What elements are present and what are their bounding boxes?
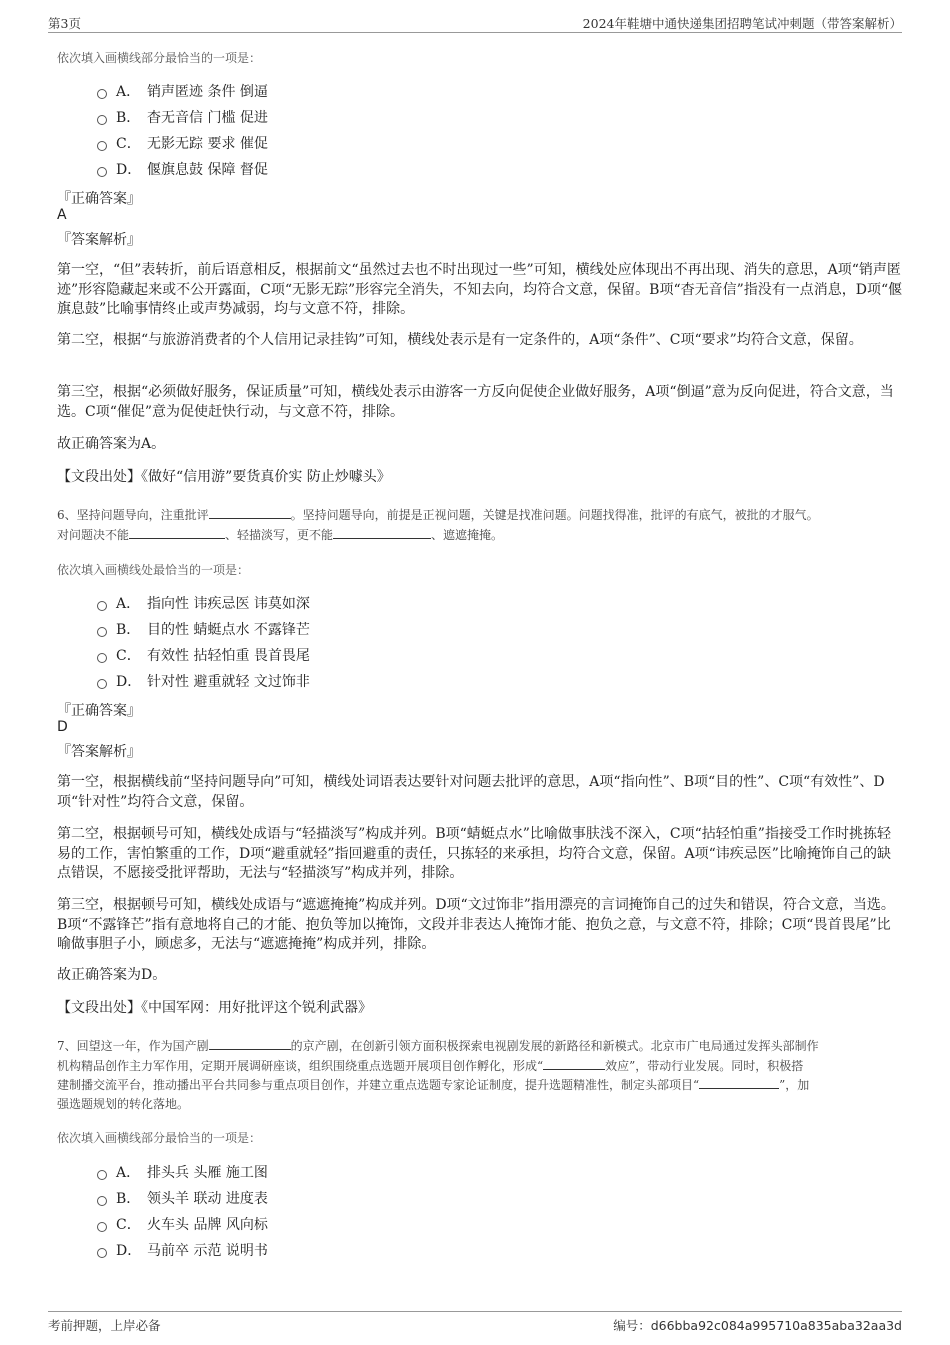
radio-icon[interactable]: [97, 1196, 107, 1206]
radio-icon[interactable]: [97, 679, 107, 689]
q5-analysis-paragraph: 第三空，根据“必须做好服务，保证质量”可知，横线处表示由游客一方反向促使企业做好服务，A项“倒逼”意为反向促进，符合文意，当选。C项“催促”意为促使赶快行动，与文意不符，排除。: [57, 384, 894, 420]
q7-stem-line: 7、回望这一年，作为国产剧 的京产剧，在创新引领方面积极探索电视剧发展的新路径和新模式。北京市广电局通过发挥头部制作: [57, 1036, 904, 1056]
page-header: [48, 12, 902, 33]
q7-stem-line: 机构精品创作主力军作用，定期开展调研座谈，组织围绕重点选题开展项目创作孵化，形成“ 效应”，带动行业发展。同时，积极搭: [57, 1056, 904, 1076]
q6-answer: D: [57, 719, 68, 735]
blank-line: [129, 525, 225, 539]
q6-source: 【文段出处】《中国军网：用好批评这个锐利武器》: [57, 1000, 372, 1016]
footer-code-value: d66bba92c084a995710a835aba32aa3d: [650, 1318, 902, 1333]
q7-option-c[interactable]: C． 火车头 品牌 风向标: [97, 1214, 268, 1234]
blank-line: [209, 1036, 291, 1050]
q7-option-b[interactable]: B． 领头羊 联动 进度表: [97, 1188, 268, 1208]
footer-code: [613, 1316, 902, 1334]
q7-option-a[interactable]: A． 排头兵 头雁 施工图: [97, 1162, 268, 1182]
q5-option-b[interactable]: B． 杳无音信 门槛 促进: [97, 107, 268, 127]
footer-slogan: 考前押题，上岸必备: [48, 1318, 161, 1333]
radio-icon[interactable]: [97, 1248, 107, 1258]
q6-option-b[interactable]: B． 目的性 蜻蜓点水 不露锋芒: [97, 619, 310, 639]
q6-option-a[interactable]: A． 指向性 讳疾忌医 讳莫如深: [97, 593, 310, 613]
footer-code-label: 编号：: [613, 1318, 651, 1333]
radio-icon[interactable]: [97, 115, 107, 125]
q5-option-d[interactable]: D． 偃旗息鼓 保障 督促: [97, 159, 268, 179]
q6-option-c[interactable]: C． 有效性 拈轻怕重 畏首畏尾: [97, 645, 310, 665]
q5-answer-label: 『正确答案』: [57, 191, 141, 207]
q6-analysis-label: 『答案解析』: [57, 744, 141, 760]
q6-stem-line: 6、坚持问题导向，注重批评 。坚持问题导向，前提是正视问题，关键是找准问题。问题找得准，批评的有底气，被批的才服气。: [57, 505, 904, 525]
radio-icon[interactable]: [97, 1222, 107, 1232]
radio-icon[interactable]: [97, 89, 107, 99]
q5-option-a[interactable]: A． 销声匿迹 条件 倒逼: [97, 81, 268, 101]
q7-stem-line: 强选题规划的转化落地。: [57, 1096, 190, 1111]
q5-prompt: 依次填入画横线部分最恰当的一项是：: [57, 51, 262, 65]
q7-option-d[interactable]: D． 马前卒 示范 说明书: [97, 1240, 268, 1260]
q6-analysis-paragraph: 第二空，根据顿号可知，横线处成语与“轻描淡写”构成并列。B项“蜻蜓点水”比喻做事肤浅不深入，C项“拈轻怕重”指接受工作时挑拣轻易的工作，害怕繁重的工作，D项“避重就轻”指回避重的责任，只拣轻的来承担，均符合文意，保留。A项“讳疾忌医”比喻掩饰自己的缺点错误，不愿接受批评帮助，无法与“轻描淡写”构成并列，排除。: [57, 826, 891, 881]
page-number: 第3页: [48, 16, 81, 31]
q6-stem-line: 对问题决不能 、轻描淡写，更不能 、遮遮掩掩。: [57, 525, 904, 545]
q6-stem: [57, 505, 904, 544]
q5-analysis-label: 『答案解析』: [57, 232, 141, 248]
q5-source: 【文段出处】《做好“信用游”要货真价实 防止炒噱头》: [57, 469, 391, 485]
radio-icon[interactable]: [97, 1170, 107, 1180]
q6-analysis-paragraph: 第一空，根据横线前“坚持问题导向”可知，横线处词语表达要针对问题去批评的意思，A项“指向性”、B项“目的性”、C项“有效性”、D项“针对性”均符合文意，保留。: [57, 774, 885, 810]
q5-conclusion: 故正确答案为A。: [57, 436, 166, 452]
blank-line: [543, 1056, 605, 1070]
radio-icon[interactable]: [97, 141, 107, 151]
q6-prompt: 依次填入画横线处最恰当的一项是：: [57, 563, 250, 577]
q5-analysis-paragraph: 第二空，根据“与旅游消费者的个人信用记录挂钩”可知，横线处表示是有一定条件的，A项“条件”、C项“要求”均符合文意，保留。: [57, 332, 863, 348]
q5-analysis-paragraph: 第一空，“但”表转折，前后语意相反，根据前文“虽然过去也不时出现过一些”可知，横线处应体现出不再出现、消失的意思，A项“销声匿迹”形容隐藏起来或不公开露面，C项“无影无踪”形容完全消失，不知去向，均符合文意，保留。B项“杳无音信”指没有一点消息，D项“偃旗息鼓”比喻事情终止或声势减弱，均与文意不符，排除。: [57, 262, 903, 317]
q6-option-d[interactable]: D． 针对性 避重就轻 文过饰非: [97, 671, 310, 691]
radio-icon[interactable]: [97, 601, 107, 611]
q6-answer-label: 『正确答案』: [57, 703, 141, 719]
q7-stem-line: 建制播交流平台，推动播出平台共同参与重点项目创作，并建立重点选题专家论证制度，提升选题精准性，制定头部项目“ ”，加: [57, 1075, 904, 1095]
radio-icon[interactable]: [97, 627, 107, 637]
q6-conclusion: 故正确答案为D。: [57, 967, 167, 983]
radio-icon[interactable]: [97, 653, 107, 663]
blank-line: [699, 1075, 779, 1089]
document-title: 2024年鞋塘中通快递集团招聘笔试冲刺题（带答案解析）: [582, 16, 902, 31]
blank-line: [209, 505, 291, 519]
q6-analysis-paragraph: 第三空，根据顿号可知，横线处成语与“遮遮掩掩”构成并列。D项“文过饰非”指用漂亮的言词掩饰自己的过失和错误，符合文意，当选。B项“不露锋芒”指有意地将自己的才能、抱负等加以掩饰，文段并非表达人掩饰才能、抱负之意，与文意不符，排除；C项“畏首畏尾”比喻做事胆子小，顾虑多，无法与“遮遮掩掩”构成并列，排除。: [57, 897, 895, 952]
q7-prompt: 依次填入画横线部分最恰当的一项是：: [57, 1131, 262, 1145]
q5-option-c[interactable]: C． 无影无踪 要求 催促: [97, 133, 268, 153]
q5-answer: A: [57, 207, 67, 223]
page-footer: [48, 1311, 902, 1336]
blank-line: [333, 525, 431, 539]
radio-icon[interactable]: [97, 167, 107, 177]
q7-stem: [57, 1036, 904, 1113]
